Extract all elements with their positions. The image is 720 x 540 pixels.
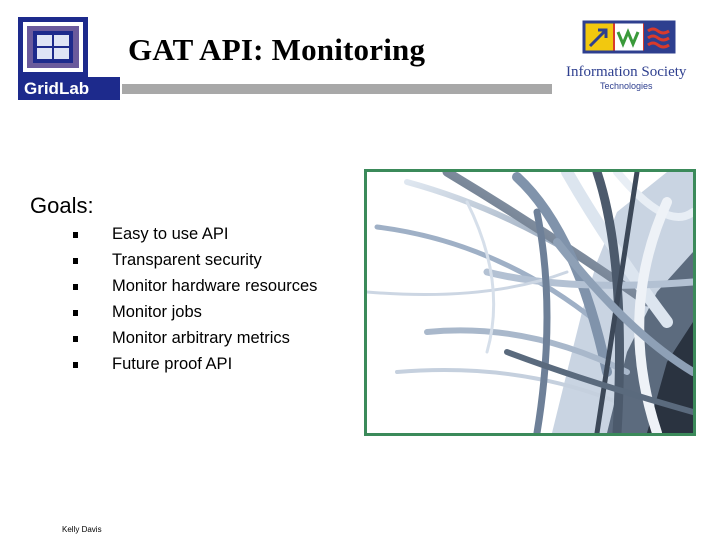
goal-text: Transparent security — [112, 251, 262, 269]
ist-logo-icon — [562, 18, 704, 98]
abstract-fibers-image — [367, 172, 693, 433]
square-bullet-icon — [73, 362, 78, 368]
goal-text: Easy to use API — [112, 225, 229, 243]
square-bullet-icon — [73, 258, 78, 264]
ist-logo-text-line2: Technologies — [600, 81, 653, 91]
title-rule — [122, 84, 552, 94]
gridlab-logo — [18, 17, 120, 100]
goal-text: Future proof API — [112, 355, 233, 373]
square-bullet-icon — [73, 284, 78, 290]
ist-logo-text-line1: Information Society — [566, 64, 687, 80]
goal-text: Monitor hardware resources — [112, 277, 318, 295]
square-bullet-icon — [73, 232, 78, 238]
goal-text: Monitor jobs — [112, 303, 202, 321]
goals-heading: Goals: — [30, 193, 94, 218]
slide-title: GAT API: Monitoring — [128, 32, 426, 67]
square-bullet-icon — [73, 336, 78, 342]
ist-logo — [562, 18, 704, 98]
square-bullet-icon — [73, 310, 78, 316]
goal-text: Monitor arbitrary metrics — [112, 329, 290, 347]
author-name: Kelly Davis — [62, 525, 102, 534]
gridlab-logo-icon — [18, 17, 120, 100]
gridlab-logo-text: GridLab — [24, 79, 90, 98]
image-frame — [364, 169, 696, 436]
